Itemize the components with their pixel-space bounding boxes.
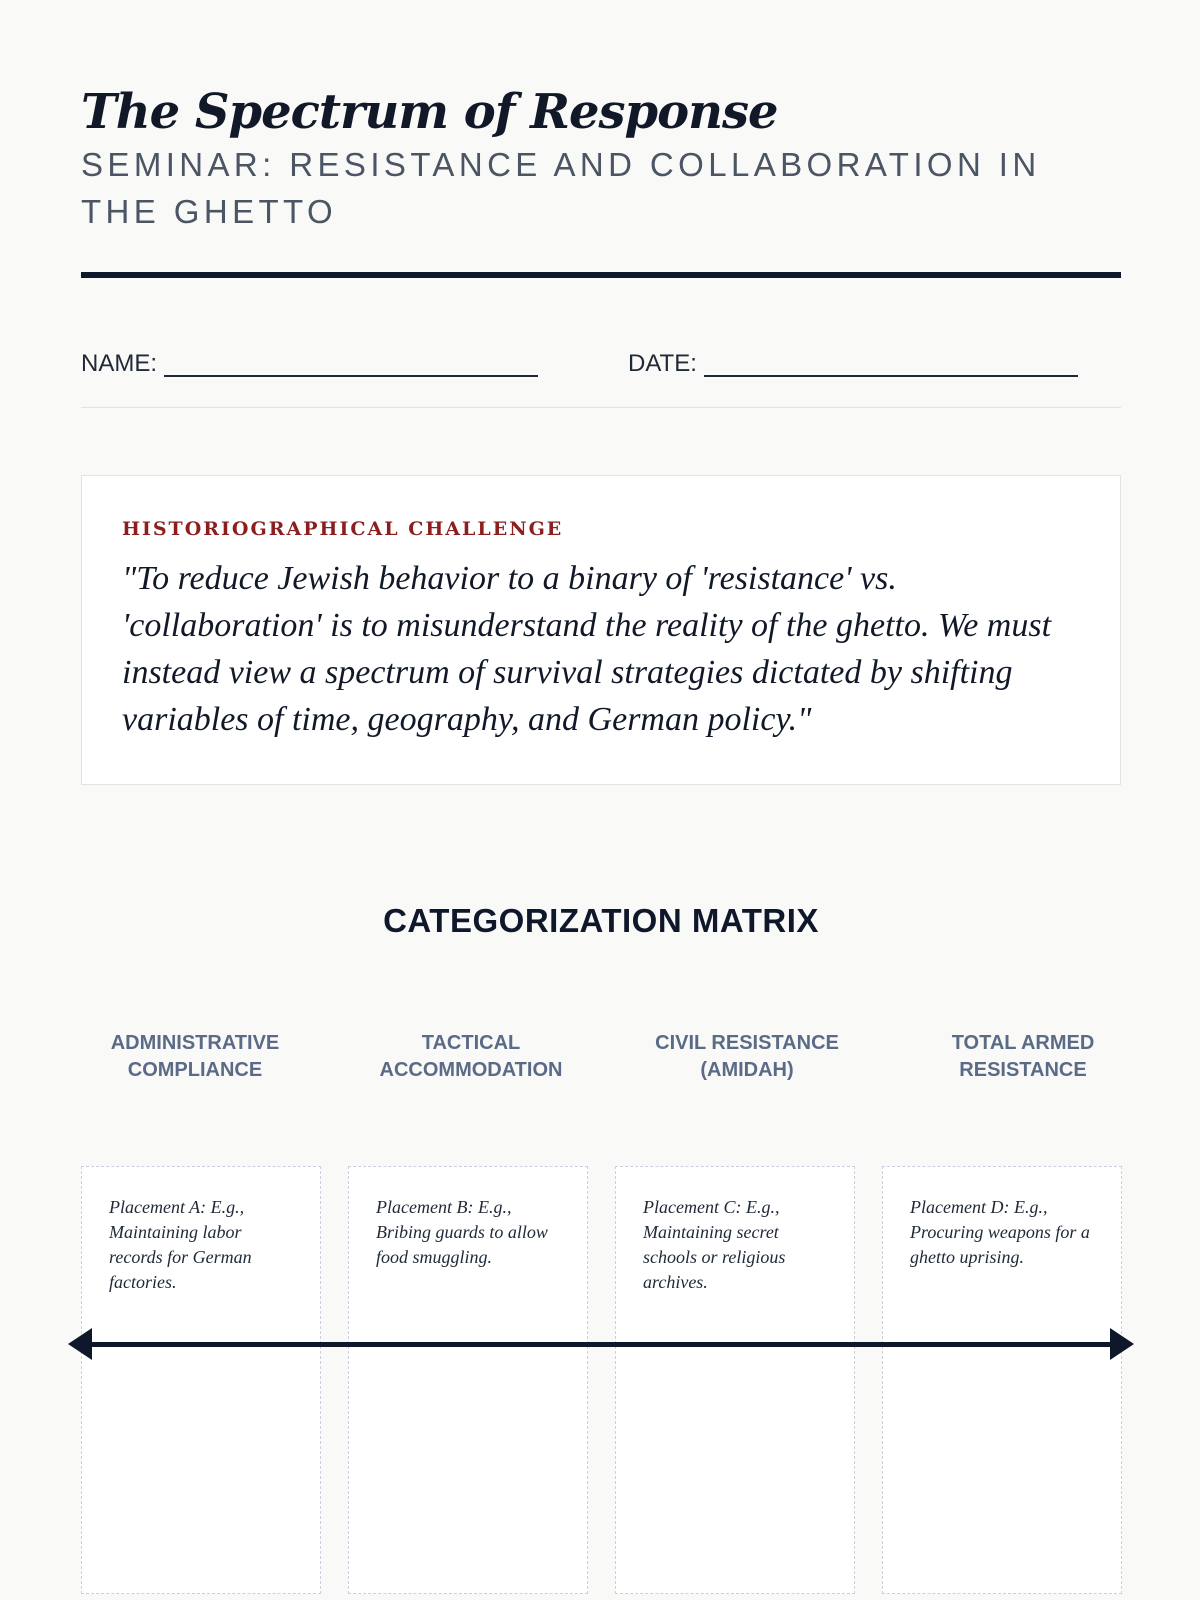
name-label: NAME: (81, 350, 158, 377)
name-write-line[interactable] (164, 375, 538, 377)
date-write-line[interactable] (704, 375, 1078, 377)
placement-d-text: Placement D: E.g., Procuring weapons for a ghetto uprising. (910, 1197, 1090, 1267)
placement-b-text: Placement B: E.g., Bribing guards to allow food smuggling. (376, 1197, 548, 1267)
placement-a-text: Placement A: E.g., Maintaining labor records for German factories. (109, 1197, 252, 1292)
challenge-quote: "To reduce Jewish behavior to a binary of 'resistance' vs. 'collaboration' is to misunderstand the reality of the ghetto. We must instead view a spectrum of survival strategies dictated by shifting variables of time, geography, and German policy." (122, 560, 1052, 738)
date-field[interactable] (628, 348, 1078, 380)
date-label: DATE: (628, 350, 697, 377)
seminar-subtitle: SEMINAR: RESISTANCE AND COLLABORATION IN THE GHETTO (81, 146, 1041, 230)
name-field[interactable] (81, 348, 538, 380)
right-arrowhead-icon (1110, 1328, 1134, 1360)
matrix-title: CATEGORIZATION MATRIX (383, 902, 819, 939)
category-label-civil-resistance: CIVIL RESISTANCE (AMIDAH) (655, 1032, 839, 1081)
left-arrowhead-icon (68, 1328, 92, 1360)
fields-divider (81, 407, 1121, 408)
category-label-administrative-compliance: ADMINISTRATIVE COMPLIANCE (110, 1032, 280, 1081)
header-divider (81, 272, 1121, 278)
worksheet-title: The Spectrum of Response (81, 84, 778, 140)
category-label-total-armed-resistance: TOTAL ARMED RESISTANCE (951, 1032, 1095, 1081)
response-spectrum-line (89, 1342, 1113, 1347)
category-label-tactical-accommodation: TACTICAL ACCOMMODATION (379, 1032, 563, 1081)
placement-c-text: Placement C: E.g., Maintaining secret schools or religious archives. (643, 1197, 786, 1292)
challenge-label: HISTORIOGRAPHICAL CHALLENGE (122, 518, 564, 540)
